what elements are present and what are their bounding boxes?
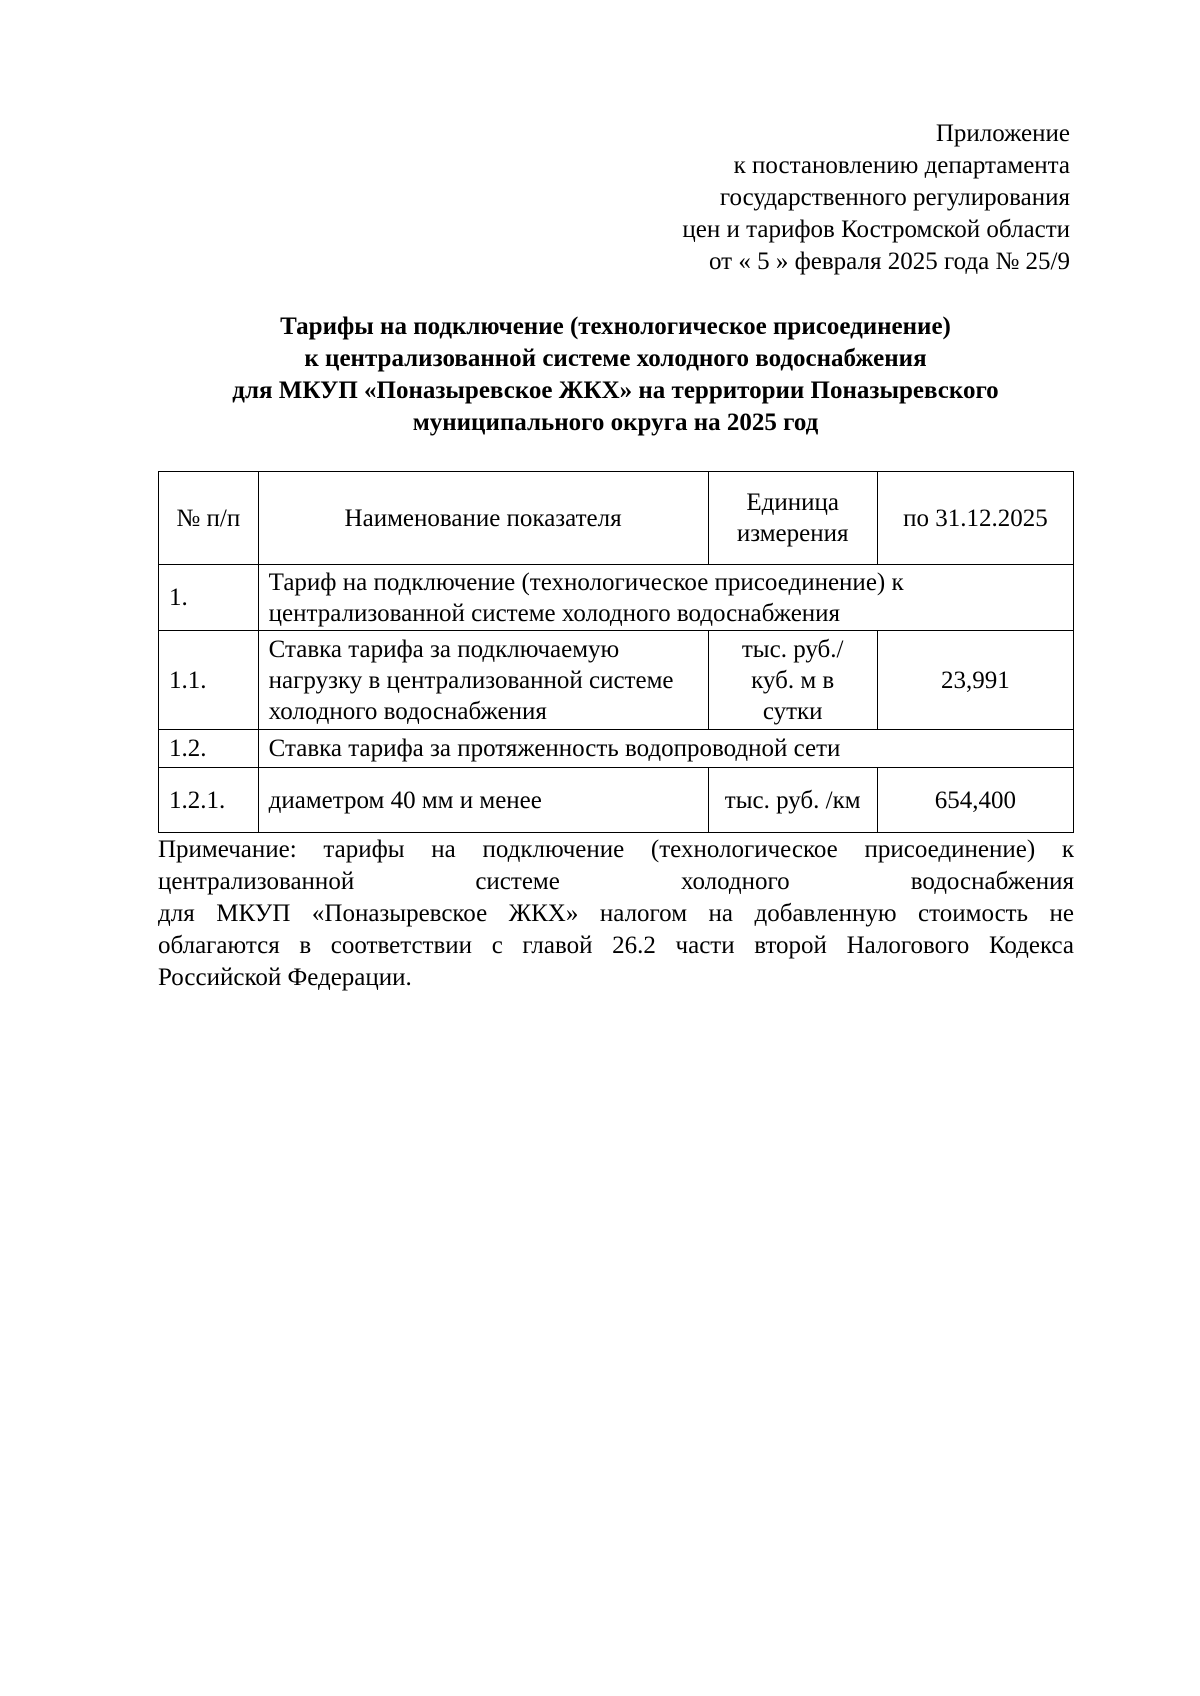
appendix-line: Приложение <box>935 120 1070 147</box>
row-unit: тыс. руб. /км <box>708 768 877 833</box>
note-line: Российской Федерации. <box>158 964 412 991</box>
appendix-line: государственного регулирования <box>719 184 1070 211</box>
row-num: 1.1. <box>159 631 259 730</box>
row-value: 654,400 <box>877 768 1073 833</box>
document-title <box>158 311 1073 439</box>
table-header-row <box>159 472 1074 565</box>
row-num: 1.2.1. <box>159 768 259 833</box>
row-num: 1.2. <box>159 730 259 768</box>
tariff-table <box>158 471 1074 833</box>
row-name: Тариф на подключение (технологическое присоединение) к централизованной системе холодного водоснабжения <box>258 565 1073 631</box>
row-name: диаметром 40 мм и менее <box>258 768 708 833</box>
note-line: централизованной системе холодного водоснабжения <box>158 868 1074 895</box>
row-value: 23,991 <box>877 631 1073 730</box>
appendix-line: к постановлению департамента <box>733 152 1070 179</box>
title-line: для МКУП «Поназыревское ЖКХ» на территории Поназыревского <box>232 377 999 404</box>
row-name: Ставка тарифа за подключаемую нагрузку в централизованной системе холодного водоснабжения <box>258 631 708 730</box>
title-line: Тарифы на подключение (технологическое присоединение) <box>280 313 951 340</box>
header-unit: Единица измерения <box>708 472 877 565</box>
note-line: облагаются в соответствии с главой 26.2 части второй Налогового Кодекса <box>158 932 1074 959</box>
table-row <box>159 768 1074 833</box>
table-row <box>159 631 1074 730</box>
note-paragraph <box>158 834 1074 994</box>
row-num: 1. <box>159 565 259 631</box>
appendix-header <box>682 118 1070 278</box>
appendix-line: цен и тарифов Костромской области <box>682 216 1070 243</box>
table-row <box>159 730 1074 768</box>
table-row <box>159 565 1074 631</box>
title-line: муниципального округа на 2025 год <box>412 409 819 436</box>
header-num: № п/п <box>159 472 259 565</box>
row-name: Ставка тарифа за протяженность водопроводной сети <box>258 730 1073 768</box>
header-value: по 31.12.2025 <box>877 472 1073 565</box>
header-name: Наименование показателя <box>258 472 708 565</box>
note-line: для МКУП «Поназыревское ЖКХ» налогом на добавленную стоимость не <box>158 900 1074 927</box>
appendix-line: от « 5 » февраля 2025 года № 25/9 <box>708 248 1070 275</box>
row-unit: тыс. руб./ куб. м в сутки <box>708 631 877 730</box>
title-line: к централизованной системе холодного водоснабжения <box>304 345 927 372</box>
note-line: Примечание: тарифы на подключение (технологическое присоединение) к <box>158 836 1074 863</box>
